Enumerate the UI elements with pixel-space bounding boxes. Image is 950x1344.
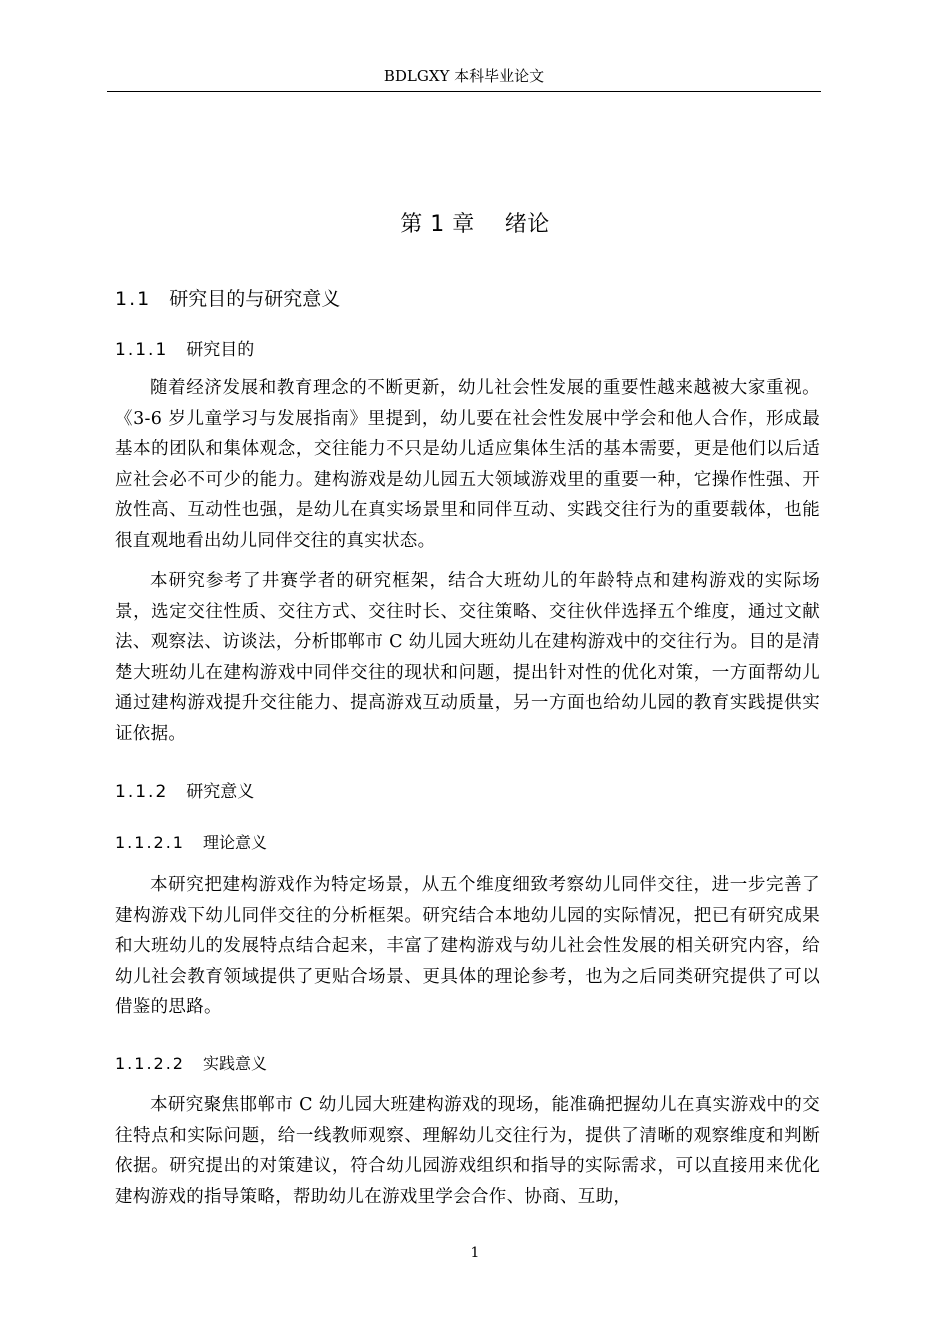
subsubsection-heading-1-1-2-2	[115, 1053, 267, 1075]
subsection-number: 1.1.2	[115, 782, 169, 802]
section-heading-1-1	[115, 286, 340, 312]
paragraph-purpose-1: 随着经济发展和教育理念的不断更新，幼儿社会性发展的重要性越来越被大家重视。《3-6 岁儿童学习与发展指南》里提到，幼儿要在社会性发展中学会和他人合作，形成最基本的团队和集体观念，交往能力不只是幼儿适应集体生活的基本需要，更是他们以后适应社会必不可少的能力。建构游戏是幼儿园五大领域游戏里的重要一种，它操作性强、开放性高、互动性也强，是幼儿在真实场景里和同伴互动、实践交往行为的重要载体，也能很直观地看出幼儿同伴交往的真实状态。	[115, 378, 820, 551]
page-number: 1	[470, 1245, 480, 1261]
subsection-title: 研究意义	[186, 782, 255, 802]
section-title: 研究目的与研究意义	[169, 288, 341, 310]
subsection-heading-1-1-2	[115, 780, 254, 804]
subsection-heading-1-1-1	[115, 338, 254, 362]
section-number: 1.1	[115, 288, 152, 310]
subsection-number: 1.1.1	[115, 340, 169, 360]
subsubsection-number: 1.1.2.2	[115, 1054, 185, 1073]
subsection-title: 研究目的	[186, 340, 255, 360]
page-header: BDLGXY 本科毕业论文	[383, 67, 545, 85]
header-rule	[107, 91, 821, 92]
subsubsection-title: 实践意义	[202, 1054, 267, 1073]
chapter-title: 第 1 章 绪论	[400, 212, 550, 237]
paragraph-purpose-2: 本研究参考了井赛学者的研究框架，结合大班幼儿的年龄特点和建构游戏的实际场景，选定交往性质、交往方式、交往时长、交往策略、交往伙伴选择五个维度，通过文献法、观察法、访谈法，分析邯郸市 C 幼儿园大班幼儿在建构游戏中的交往行为。目的是清楚大班幼儿在建构游戏中同伴交往的现状和问题，提出针对性的优化对策，一方面帮幼儿通过建构游戏提升交往能力、提高游戏互动质量，另一方面也给幼儿园的教育实践提供实证依据。	[115, 571, 820, 744]
paragraph-practical-significance: 本研究聚焦邯郸市 C 幼儿园大班建构游戏的现场，能准确把握幼儿在真实游戏中的交往特点和实际问题，给一线教师观察、理解幼儿交往行为，提供了清晰的观察维度和判断依据。研究提出的对策建议，符合幼儿园游戏组织和指导的实际需求，可以直接用来优化建构游戏的指导策略，帮助幼儿在游戏里学会合作、协商、互助，	[115, 1095, 820, 1207]
subsubsection-number: 1.1.2.1	[115, 833, 185, 852]
subsubsection-heading-1-1-2-1	[115, 832, 267, 854]
paragraph-theoretical-significance: 本研究把建构游戏作为特定场景，从五个维度细致考察幼儿同伴交往，进一步完善了建构游戏下幼儿同伴交往的分析框架。研究结合本地幼儿园的实际情况，把已有研究成果和大班幼儿的发展特点结合起来，丰富了建构游戏与幼儿社会性发展的相关研究内容，给幼儿社会教育领域提供了更贴合场景、更具体的理论参考，也为之后同类研究提供了可以借鉴的思路。	[115, 875, 820, 1017]
subsubsection-title: 理论意义	[202, 833, 267, 852]
